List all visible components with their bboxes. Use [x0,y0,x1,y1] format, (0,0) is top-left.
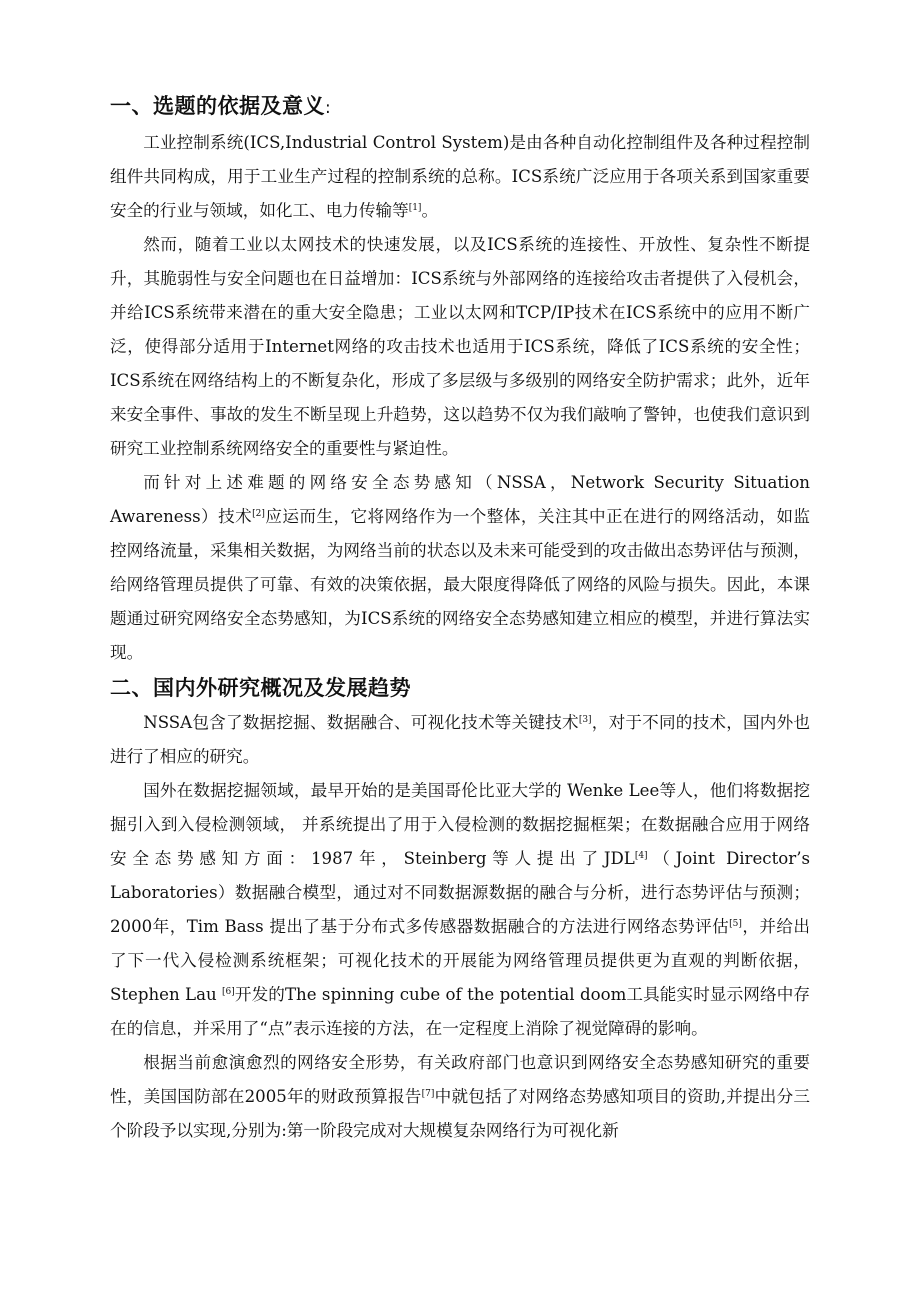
paragraph-text: 应运而生，它将网络作为一个整体，关注其中正在进行的网络活动，如监控网络流量，采集相关数据，为网络当前的状态以及未来可能受到的攻击做出态势评估与预测，给网络管理员提供了可靠、有效的决策依据，最大限度得降低了网络的风险与损失。因此，本课题通过研究网络安全态势感知，为ICS系统的网络安全态势感知建立相应的模型，并进行算法实现。 [110,507,810,662]
paragraph-text: 。 [421,201,439,220]
section-2-title: 二、国内外研究概况及发展趋势 [110,676,411,700]
paragraph-text: 然而，随着工业以太网技术的快速发展，以及ICS系统的连接性、开放性、复杂性不断提升，其脆弱性与安全问题也在日益增加：ICS系统与外部网络的连接给攻击者提供了入侵机会，并给ICS系统带来潜在的重大安全隐患；工业以太网和TCP/IP技术在ICS系统中的应用不断广泛，使得部分适用于Internet网络的攻击技术也适用于ICS系统，降低了ICS系统的安全性；ICS系统在网络结构上的不断复杂化，形成了多层级与多级别的网络安全防护需求；此外，近年来安全事件、事故的发生不断呈现上升趋势，这以趋势不仅为我们敲响了警钟，也使我们意识到研究工业控制系统网络安全的重要性与紧迫性。 [110,235,810,458]
paragraph-text: 中就包括了对网络态势感知项目的资助,并提出分三个阶段予以实现,分别为:第一阶段完成对大规模复杂网络行为可视化新 [110,1087,811,1140]
section-1-colon: : [325,98,332,118]
citation-mark: [4] [634,851,648,861]
paragraph-text: NSSA包含了数据挖掘、数据融合、可视化技术等关键技术 [143,713,579,732]
paragraph [110,706,810,774]
paragraph-text: 开发的The spinning cube of the potential doom工具能实时显示网络中存在的信息，并采用了“点”表示连接的方法，在一定程度上消除了视觉障碍的影响。 [110,985,810,1038]
citation-mark: [6] [222,987,235,997]
paragraph [110,126,810,228]
paragraph-text: ，并给出了下一代入侵检测系统框架；可视化技术的开展能为网络管理员提供更为直观的判断依据，Stephen Lau [110,917,811,1004]
paragraph [110,228,810,466]
citation-mark: [5] [729,919,742,929]
paragraph-text: 而针对上述难题的网络安全态势感知（NSSA，Network Security Situation Awareness）技术 [110,473,810,526]
paragraph-text: 国外在数据挖掘领域，最早开始的是美国哥伦比亚大学的 Wenke Lee等人，他们将数据挖掘引入到入侵检测领域， 并系统提出了用于入侵检测的数据挖掘框架；在数据融合应用于网络安全态势感知方面：1987年，Steinberg等人提出了JDL [110,781,810,868]
section-1-heading [110,88,810,126]
citation-mark: [3] [578,715,592,725]
paragraph-text: ，对于不同的技术，国内外也进行了相应的研究。 [110,713,810,766]
citation-mark: [2] [252,509,265,519]
paragraph [110,1046,810,1148]
section-2-heading [110,670,810,706]
paragraph [110,466,810,670]
paragraph [110,774,810,1046]
citation-mark: [7] [421,1089,435,1099]
citation-mark: [1] [408,203,422,213]
paragraph-text: 根据当前愈演愈烈的网络安全形势，有关政府部门也意识到网络安全态势感知研究的重要性，美国国防部在2005年的财政预算报告 [110,1053,810,1106]
paragraph-text: （Joint Director’s Laboratories）数据融合模型，通过对不同数据源数据的融合与分析，进行态势评估与预测；2000年，Tim Bass 提出了基于分布式多传感器数据融合的方法进行网络态势评估 [110,849,810,936]
paragraph-text: 工业控制系统(ICS,Industrial Control System)是由各种自动化控制组件及各种过程控制组件共同构成，用于工业生产过程的控制系统的总称。ICS系统广泛应用于各项关系到国家重要安全的行业与领域，如化工、电力传输等 [110,133,810,220]
section-1-title: 一、选题的依据及意义 [110,94,325,118]
